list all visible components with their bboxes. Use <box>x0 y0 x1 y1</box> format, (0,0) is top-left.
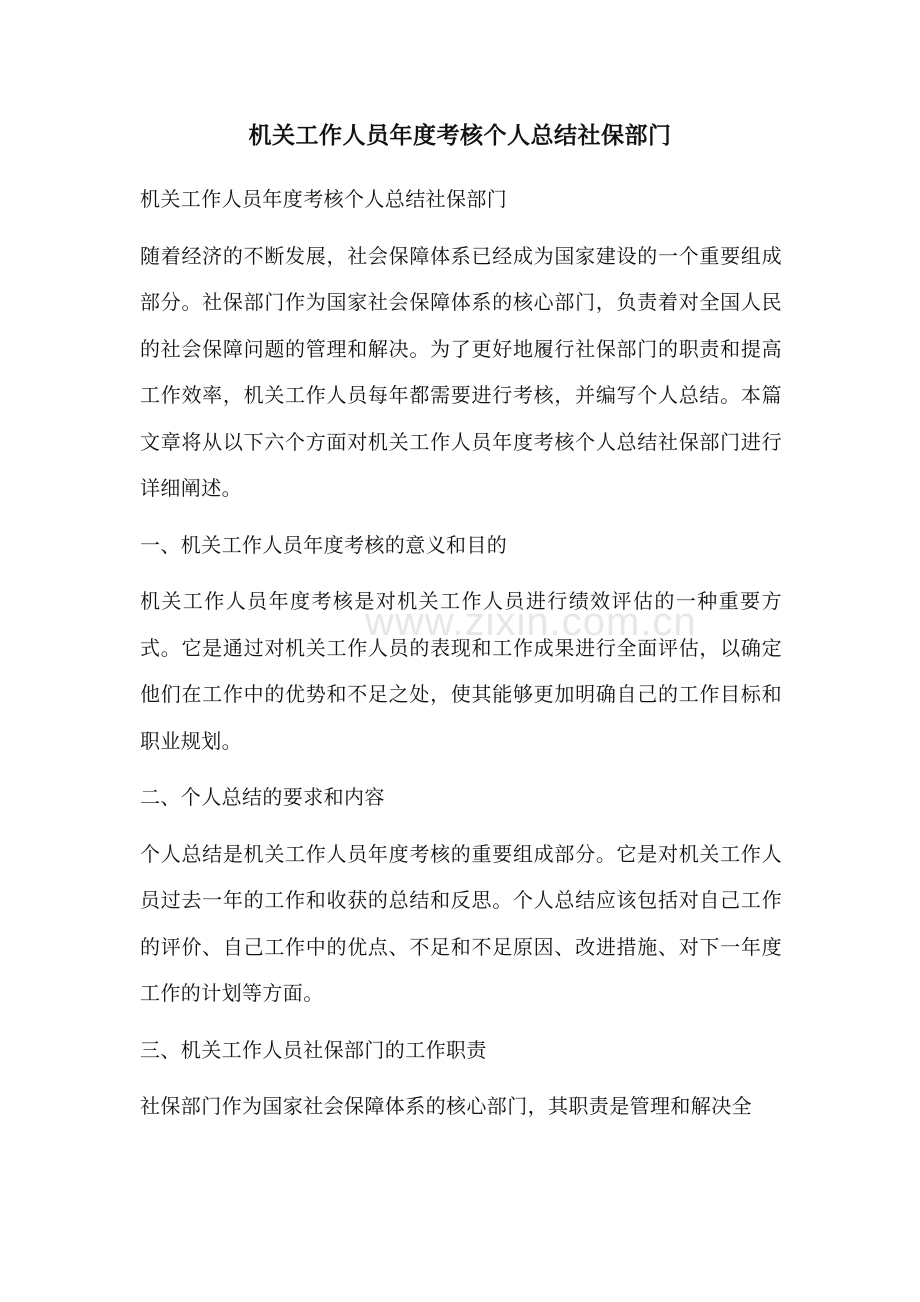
document-subtitle: 机关工作人员年度考核个人总结社保部门 <box>140 187 508 211</box>
watermark: www.zixin.com.cn <box>365 600 697 644</box>
section-3-heading: 三、机关工作人员社保部门的工作职责 <box>140 1037 487 1062</box>
section-1-body: 机关工作人员年度考核是对机关工作人员进行绩效评估的一种重要方式。它是通过对机关工作人员的表现和工作成果进行全面评估，以确定他们在工作中的优势和不足之处，使其能够更加明确自己的工作目标和职业规划。 <box>140 589 782 753</box>
section-1-heading: 一、机关工作人员年度考核的意义和目的 <box>140 532 508 557</box>
document-body <box>140 176 782 1140</box>
section-2-heading: 二、个人总结的要求和内容 <box>140 785 385 809</box>
intro-paragraph: 随着经济的不断发展，社会保障体系已经成为国家建设的一个重要组成部分。社保部门作为国家社会保障体系的核心部门，负责着对全国人民的社会保障问题的管理和解决。为了更好地履行社保部门的职责和提高工作效率，机关工作人员每年都需要进行考核，并编写个人总结。本篇文章将从以下六个方面对机关工作人员年度考核个人总结社保部门进行详细阐述。 <box>140 243 782 500</box>
section-3-body: 社保部门作为国家社会保障体系的核心部门，其职责是管理和解决全 <box>140 1094 752 1118</box>
document-title: 机关工作人员年度考核个人总结社保部门 <box>248 122 672 149</box>
section-2-body: 个人总结是机关工作人员年度考核的重要组成部分。它是对机关工作人员过去一年的工作和收获的总结和反思。个人总结应该包括对自己工作的评价、自己工作中的优点、不足和不足原因、改进措施、对下一年度工作的计划等方面。 <box>140 841 782 1005</box>
